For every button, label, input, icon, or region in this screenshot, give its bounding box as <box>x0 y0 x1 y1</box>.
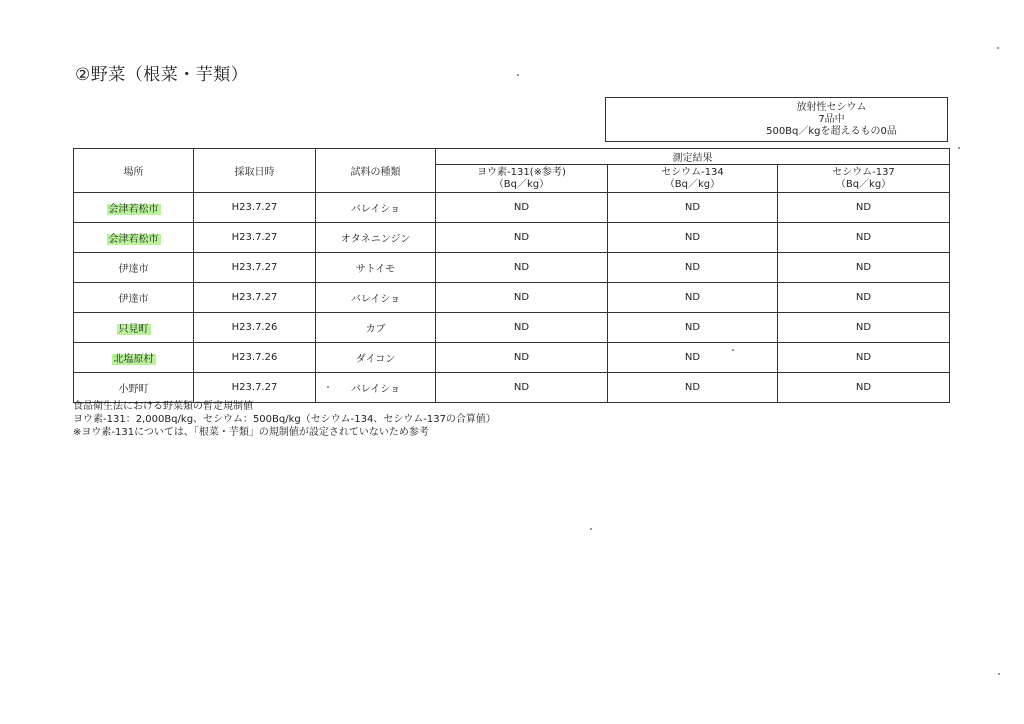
cell-cs134: ND <box>608 283 778 313</box>
cell-sample: バレイショ <box>316 373 436 403</box>
header-sample: 試料の種類 <box>316 149 436 193</box>
table-row <box>74 313 950 343</box>
cell-location: 伊達市 <box>74 283 194 313</box>
cell-sample: ダイコン <box>316 343 436 373</box>
cell-cs137: ND <box>778 313 950 343</box>
cell-sample: バレイショ <box>316 283 436 313</box>
cell-date: H23.7.27 <box>194 223 316 253</box>
table-row <box>74 343 950 373</box>
scan-speck <box>590 528 592 530</box>
table-row <box>74 283 950 313</box>
header-cs134 <box>608 165 778 193</box>
note-line-2: ヨウ素-131：2,000Bq/kg、セシウム：500Bq/kg（セシウム-134、セシウム-137の合算値） <box>73 414 496 425</box>
cell-sample: サトイモ <box>316 253 436 283</box>
summary-line-3: 500Bq／kgを超えるもの0品 <box>766 125 897 137</box>
cell-cs134: ND <box>608 193 778 223</box>
cell-cs137: ND <box>778 343 950 373</box>
cell-cs134: ND <box>608 253 778 283</box>
header-cs137-unit: （Bq／kg） <box>835 178 892 190</box>
table-row <box>74 193 950 223</box>
notes <box>73 400 496 439</box>
scan-speck <box>517 74 519 76</box>
table-row <box>74 223 950 253</box>
header-results-group: 測定結果 <box>436 149 950 165</box>
summary-box <box>605 97 948 142</box>
header-date: 採取日時 <box>194 149 316 193</box>
cell-date: H23.7.26 <box>194 343 316 373</box>
header-cs134-unit: （Bq／kg） <box>664 178 721 190</box>
summary-line-1: 放射性セシウム <box>796 101 867 113</box>
cell-date: H23.7.27 <box>194 373 316 403</box>
results-table <box>73 148 950 403</box>
scan-speck <box>997 47 999 49</box>
scan-speck <box>958 147 960 149</box>
cell-iodine: ND <box>436 373 608 403</box>
cell-cs137: ND <box>778 373 950 403</box>
scan-speck <box>732 349 734 351</box>
cell-iodine: ND <box>436 313 608 343</box>
cell-iodine: ND <box>436 193 608 223</box>
scan-speck <box>327 386 329 388</box>
cell-cs137: ND <box>778 253 950 283</box>
cell-cs134: ND <box>608 223 778 253</box>
cell-cs134: ND <box>608 373 778 403</box>
cell-date: H23.7.27 <box>194 193 316 223</box>
cell-iodine: ND <box>436 253 608 283</box>
header-cs134-label: セシウム-134 <box>661 166 724 178</box>
note-line-3: ※ヨウ素-131については、「根菜・芋類」の規制値が設定されていないため参考 <box>73 427 429 438</box>
cell-sample: オタネニンジン <box>316 223 436 253</box>
header-iodine-label: ヨウ素-131(※参考) <box>477 166 566 178</box>
note-line-1: 食品衛生法における野菜類の暫定規制値 <box>73 401 253 412</box>
page-title: ②野菜（根菜・芋類） <box>75 65 249 85</box>
cell-iodine: ND <box>436 223 608 253</box>
highlighted-location: 只見町 <box>118 324 149 335</box>
cell-sample: カブ <box>316 313 436 343</box>
cell-location <box>74 193 194 223</box>
scan-speck <box>998 673 1000 675</box>
cell-iodine: ND <box>436 343 608 373</box>
cell-location: 伊達市 <box>74 253 194 283</box>
table-row <box>74 253 950 283</box>
header-iodine-unit: （Bq／kg） <box>493 178 550 190</box>
cell-cs134: ND <box>608 313 778 343</box>
cell-sample: バレイショ <box>316 193 436 223</box>
summary-line-2: 7品中 <box>818 113 845 125</box>
header-cs137 <box>778 165 950 193</box>
header-location: 場所 <box>74 149 194 193</box>
cell-location <box>74 223 194 253</box>
cell-location <box>74 343 194 373</box>
cell-iodine: ND <box>436 283 608 313</box>
cell-cs134: ND <box>608 343 778 373</box>
cell-cs137: ND <box>778 223 950 253</box>
cell-cs137: ND <box>778 193 950 223</box>
header-cs137-label: セシウム-137 <box>832 166 895 178</box>
cell-cs137: ND <box>778 283 950 313</box>
cell-location: 小野町 <box>74 373 194 403</box>
highlighted-location: 会津若松市 <box>108 204 159 215</box>
header-iodine <box>436 165 608 193</box>
cell-date: H23.7.26 <box>194 313 316 343</box>
table-row <box>74 373 950 403</box>
highlighted-location: 会津若松市 <box>108 234 159 245</box>
cell-location <box>74 313 194 343</box>
highlighted-location: 北塩原村 <box>113 354 154 365</box>
cell-date: H23.7.27 <box>194 283 316 313</box>
cell-date: H23.7.27 <box>194 253 316 283</box>
